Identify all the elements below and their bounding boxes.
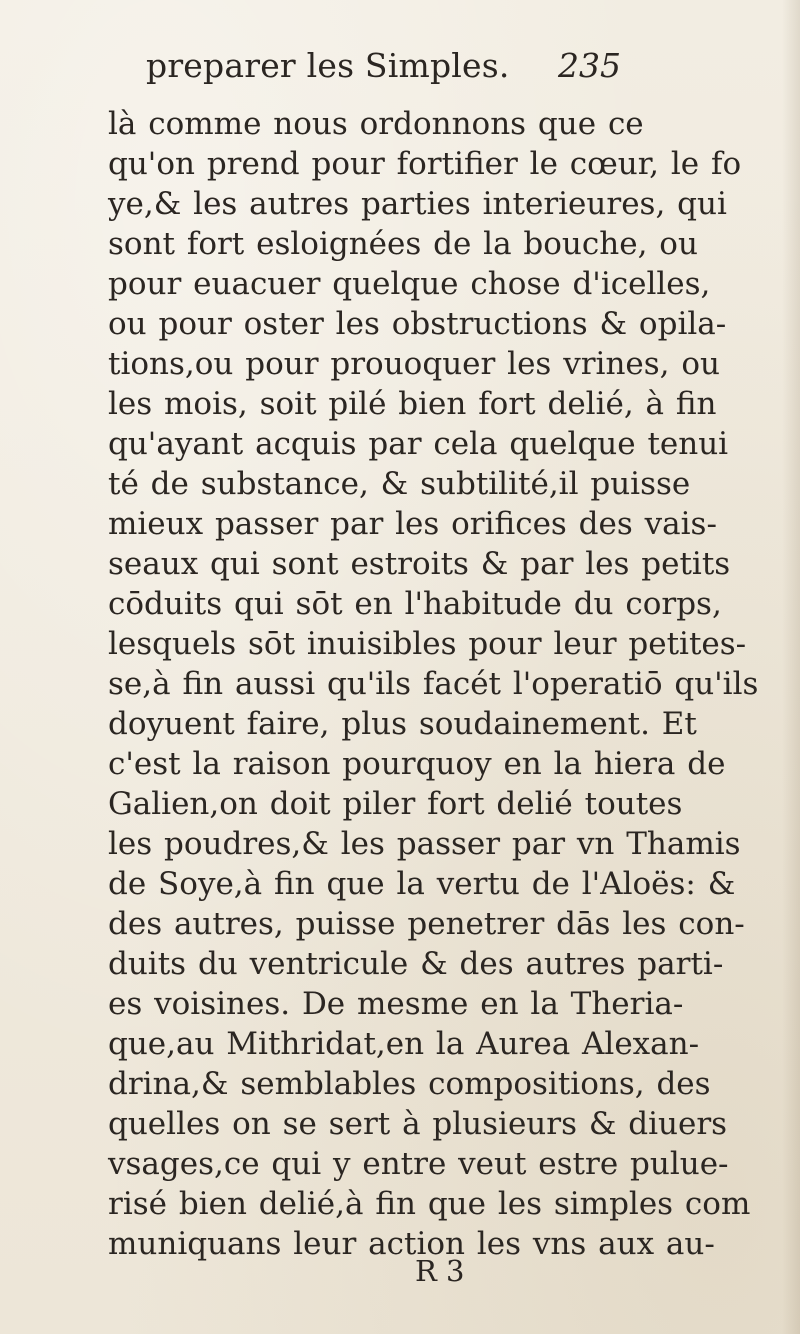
- text-line: ou pour oster les obstructions & opila-: [108, 306, 727, 342]
- body-text: [108, 104, 759, 1264]
- text-line: les poudres,& les passer par vn Thamis: [108, 826, 741, 862]
- text-line: Galien,on doit piler fort delié toutes: [108, 786, 683, 822]
- text-line: seaux qui sont estroits & par les petits: [108, 546, 731, 582]
- page-footer: [0, 1254, 800, 1294]
- text-line: ye,& les autres parties interieures, qui: [108, 186, 727, 222]
- text-line: quelles on se sert à plusieurs & diuers: [108, 1106, 728, 1142]
- text-line: doyuent faire, plus soudainement. Et: [108, 706, 697, 742]
- page-edge-shadow: [782, 0, 800, 1334]
- text-line: es voisines. De mesme en la Theria-: [108, 986, 684, 1022]
- text-line: muniquans leur action les vns aux au-: [108, 1226, 715, 1262]
- text-line: qu'ayant acquis par cela quelque tenui: [108, 426, 729, 462]
- text-line: que,au Mithridat,en la Aurea Alexan-: [108, 1026, 700, 1062]
- text-line: tions,ou pour prouoquer les vrines, ou: [108, 346, 721, 382]
- text-line: té de substance, & subtilité,il puisse: [108, 466, 691, 502]
- text-line: pour euacuer quelque chose d'icelles,: [108, 266, 711, 302]
- text-line: c'est la raison pourquoy en la hiera de: [108, 746, 726, 782]
- text-line: vsages,ce qui y entre veut estre pulue-: [108, 1146, 729, 1182]
- text-line: des autres, puisse penetrer dās les con-: [108, 906, 745, 942]
- text-line: de Soye,à fin que la vertu de l'Aloës: &: [108, 866, 736, 902]
- text-line: duits du ventricule & des autres parti-: [108, 946, 724, 982]
- text-line: les mois, soit pilé bien fort delié, à fin: [108, 386, 717, 422]
- text-line: se,à fin aussi qu'ils facét l'operatiō qu'ils: [108, 666, 759, 702]
- text-line: sont fort esloignées de la bouche, ou: [108, 226, 698, 262]
- text-line: là comme nous ordonnons que ce: [108, 106, 644, 142]
- running-head: preparer les Simples.: [146, 46, 510, 85]
- signature-mark: R 3: [415, 1254, 465, 1288]
- page-number: 235: [558, 46, 621, 85]
- text-line: cōduits qui sōt en l'habitude du corps,: [108, 586, 722, 622]
- text-line: risé bien delié,à fin que les simples com: [108, 1186, 751, 1222]
- text-line: lesquels sōt inuisibles pour leur petites-: [108, 626, 747, 662]
- page-header: [146, 46, 666, 94]
- text-line: mieux passer par les orifices des vais-: [108, 506, 717, 542]
- text-line: drina,& semblables compositions, des: [108, 1066, 711, 1102]
- text-line: qu'on prend pour fortifier le cœur, le fo: [108, 146, 742, 182]
